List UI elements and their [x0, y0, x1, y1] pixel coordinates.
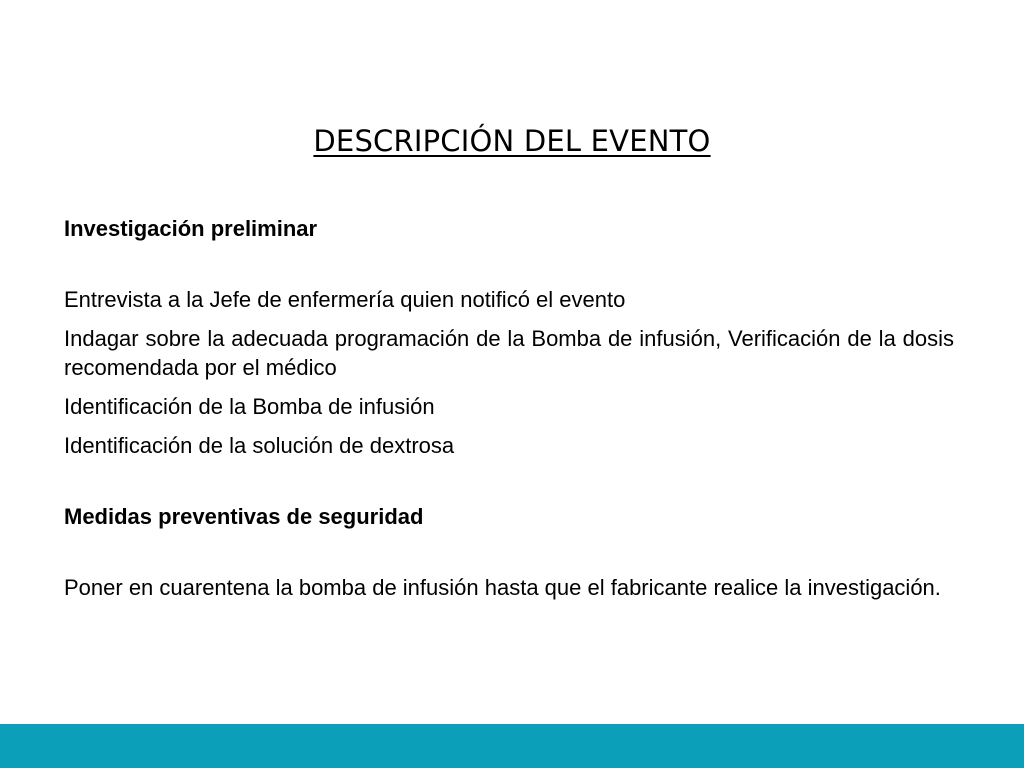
investigation-item: Identificación de la Bomba de infusión	[64, 394, 435, 419]
investigation-item: Indagar sobre la adecuada programación de la Bomba de infusión, Verificación de la dosis recomendada por el médico	[64, 326, 954, 380]
spacer	[64, 314, 954, 324]
spacer	[64, 421, 954, 431]
spacer	[64, 382, 954, 392]
slide-title: DESCRIPCIÓN DEL EVENTO	[313, 124, 711, 158]
section-heading-investigation: Investigación preliminar	[64, 216, 318, 241]
spacer	[64, 531, 954, 573]
bottom-accent-bar	[0, 724, 1024, 768]
slide-content	[64, 214, 954, 602]
safety-measure-item: Poner en cuarentena la bomba de infusión hasta que el fabricante realice la investigación.	[64, 575, 941, 600]
investigation-item: Identificación de la solución de dextrosa	[64, 433, 455, 458]
spacer	[64, 460, 954, 502]
investigation-item: Entrevista a la Jefe de enfermería quien notificó el evento	[64, 287, 626, 312]
spacer	[64, 243, 954, 285]
section-heading-safety-measures: Medidas preventivas de seguridad	[64, 504, 424, 529]
